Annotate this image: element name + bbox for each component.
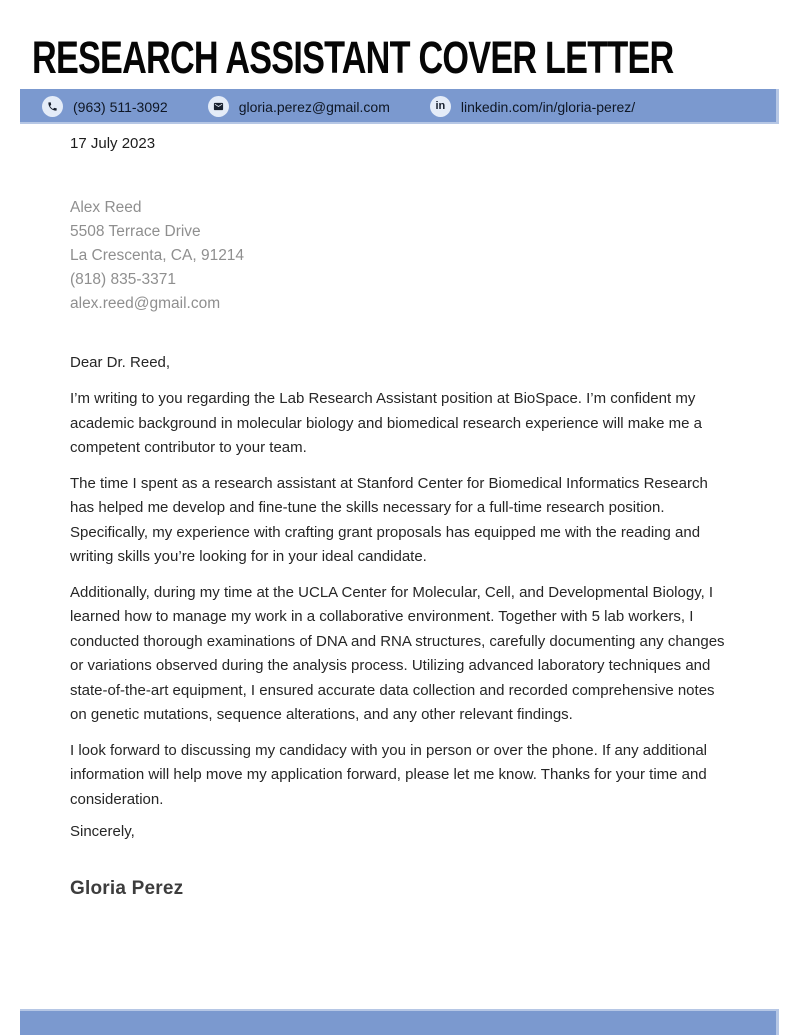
contact-phone[interactable] [42,96,168,117]
contact-linkedin-value: linkedin.com/in/gloria-perez/ [460,98,636,115]
recipient-email: alex.reed@gmail.com [70,295,221,313]
paragraphs [70,387,732,812]
letter-date: 17 July 2023 [70,135,156,153]
paragraph-3: Additionally, during my time at the UCLA Center for Molecular, Cell, and Developmental Biology, I learned how to manage my work in a collaborative environment. Together with 5 lab workers, I conducted thorough examinations of DNA and RNA structures, carefully documenting any changes or variations observed during the analysis process. Utilizing advanced laboratory techniques and state-of-the-art equipment, I ensured accurate data collection and recorded comprehensive notes on genetic mutations, sequence alterations, and any other relevant findings. [70,583,725,724]
page-title: RESEARCH ASSISTANT COVER LETTER [32,32,674,83]
contact-phone-value: (963) 511-3092 [73,98,168,115]
paragraph-1: I’m writing to you regarding the Lab Research Assistant position at BioSpace. I’m confident my academic background in molecular biology and biomedical research experience will make me a competent contributor to your team. [70,390,702,457]
paragraph-4: I look forward to discussing my candidacy with you in person or over the phone. If any additional information will help move my application forward, please let me know. Thanks for your time and consideration. [70,741,708,808]
contact-email[interactable] [208,96,390,117]
footer-bar [20,1009,779,1035]
contact-email-value: gloria.perez@gmail.com [238,98,390,115]
recipient-city: La Crescenta, CA, 91214 [70,247,245,265]
linkedin-icon: in [430,96,451,117]
letter-body [0,135,800,900]
paragraph-2: The time I spent as a research assistant at Stanford Center for Biomedical Informatics Research has helped me develop and fine-tune the skills necessary for a full-time research position. Specifically, my experience with crafting grant proposals has equipped me with the reading and writing skills you’re looking for in your ideal candidate. [70,474,708,566]
closing: Sincerely, [70,823,135,841]
recipient-street: 5508 Terrace Drive [70,223,201,241]
recipient-block [70,196,732,316]
salutation: Dear Dr. Reed, [70,354,171,372]
contact-linkedin[interactable] [430,96,635,117]
signature-name: Gloria Perez [70,878,184,900]
recipient-phone: (818) 835-3371 [70,271,176,289]
recipient-name: Alex Reed [70,199,142,217]
envelope-icon [208,96,229,117]
contact-bar [20,89,779,124]
phone-icon [42,96,63,117]
